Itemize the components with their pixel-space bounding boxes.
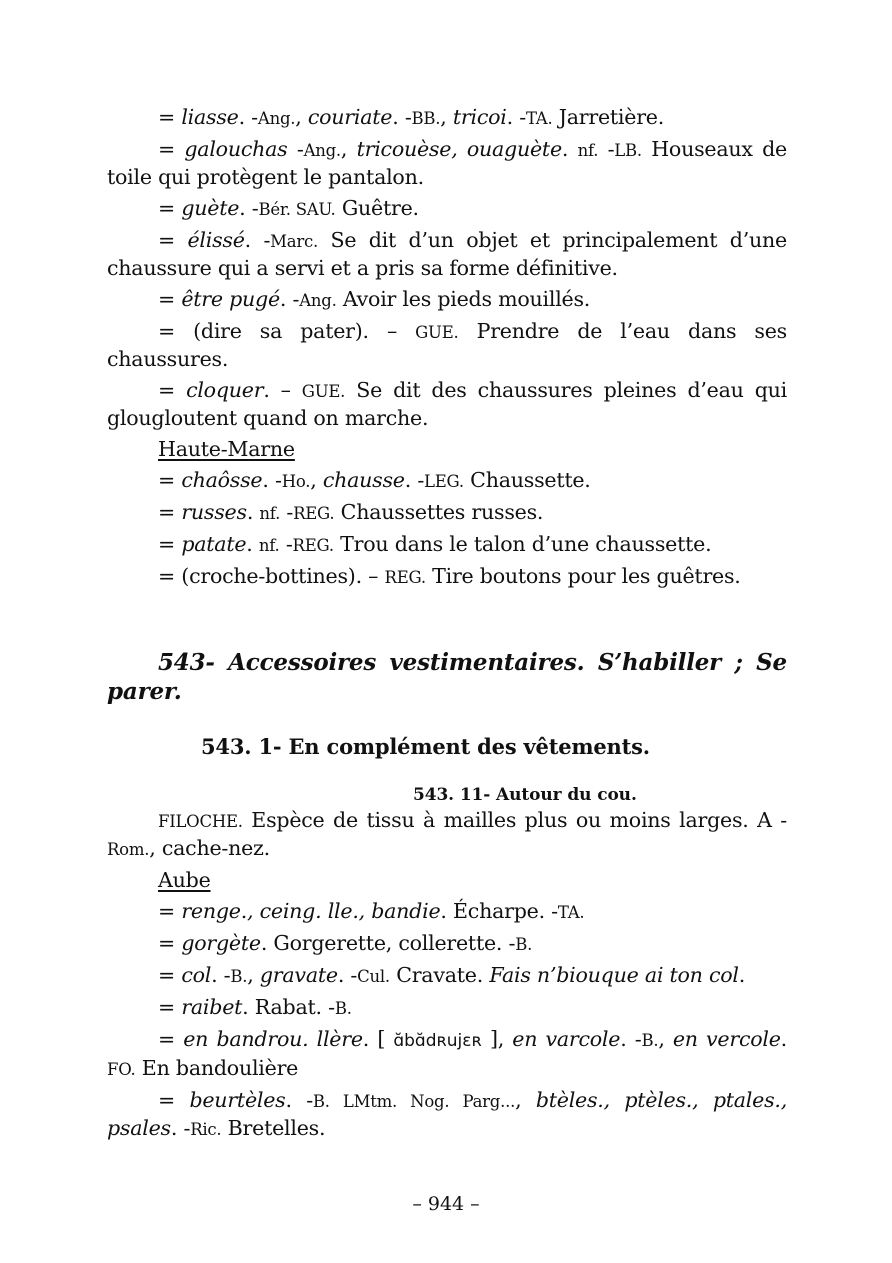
region-heading: Haute-Marne bbox=[158, 437, 295, 461]
region-heading: Aube bbox=[158, 868, 211, 892]
entry-bandouliere: = en bandrou. llère. [ ɑ̆bɑ̆dʀujɛʀ ], en varcole. -B., en vercole. FO. En bandoulière bbox=[107, 1027, 787, 1080]
entry-etre-puge: = être pugé. -Ang. Avoir les pieds mouillés. bbox=[158, 287, 591, 311]
entry-russes: = russes. nf. -REG. Chaussettes russes. bbox=[158, 500, 544, 524]
page-number: – 944 – bbox=[412, 1193, 480, 1215]
subsubsection-heading: 543. 11- Autour du cou. bbox=[413, 785, 637, 805]
entry-jarretiere: = liasse. -Ang., couriate. -BB., tricoi. -TA. Jarretière. bbox=[158, 105, 665, 129]
subsection-heading: 543. 1- En complément des vêtements. bbox=[201, 734, 650, 759]
page-content bbox=[107, 104, 787, 1143]
entry-chaussette: = chaôsse. -Ho., chausse. -LEG. Chaussette. bbox=[158, 468, 591, 492]
entry-elisse: = élissé. -Marc. Se dit d’un objet et principalement d’une chaussure qui a servi et a pris sa forme définitive. bbox=[107, 228, 787, 280]
entry-cloquer: = cloquer. – GUE. Se dit des chaussures pleines d’eau qui glougloutent quand on marche. bbox=[107, 378, 787, 430]
entry-croche-bottines: = (croche-bottines). – REG. Tire boutons pour les guêtres. bbox=[158, 564, 741, 588]
entry-echarpe: = renge., ceing. lle., bandie. Écharpe. -TA. bbox=[158, 899, 585, 923]
entry-raibet: = raibet. Rabat. -B. bbox=[158, 995, 352, 1019]
section-heading: 543- Accessoires vestimentaires. S’habiller ; Se parer. bbox=[107, 649, 787, 705]
entry-gorgete: = gorgète. Gorgerette, collerette. -B. bbox=[158, 931, 533, 955]
entry-bretelles: = beurtèles. -B. LMtm. Nog. Parg..., btèles., ptèles., ptales., psales. -Ric. Bretelles. bbox=[107, 1088, 787, 1140]
entry-filoche: FILOCHE. Espèce de tissu à mailles plus ou moins larges. A -Rom., cache-nez. bbox=[107, 808, 787, 860]
entry-cravate: = col. -B., gravate. -Cul. Cravate. Fais n’biouque ai ton col. bbox=[158, 963, 746, 987]
phonetic-transcription: ɑ̆bɑ̆dʀujɛʀ bbox=[393, 1031, 482, 1051]
entry-houseaux: = galouchas -Ang., tricouèse, ouaguète. nf. -LB. Houseaux de toile qui protègent le pantalon. bbox=[107, 137, 787, 189]
entry-patate: = patate. nf. -REG. Trou dans le talon d’une chaussette. bbox=[158, 532, 712, 556]
entry-dire-sa-pater: = (dire sa pater). – GUE. Prendre de l’eau dans ses chaussures. bbox=[107, 319, 787, 371]
entry-guetre: = guète. -Bér. SAU. Guêtre. bbox=[158, 196, 419, 220]
